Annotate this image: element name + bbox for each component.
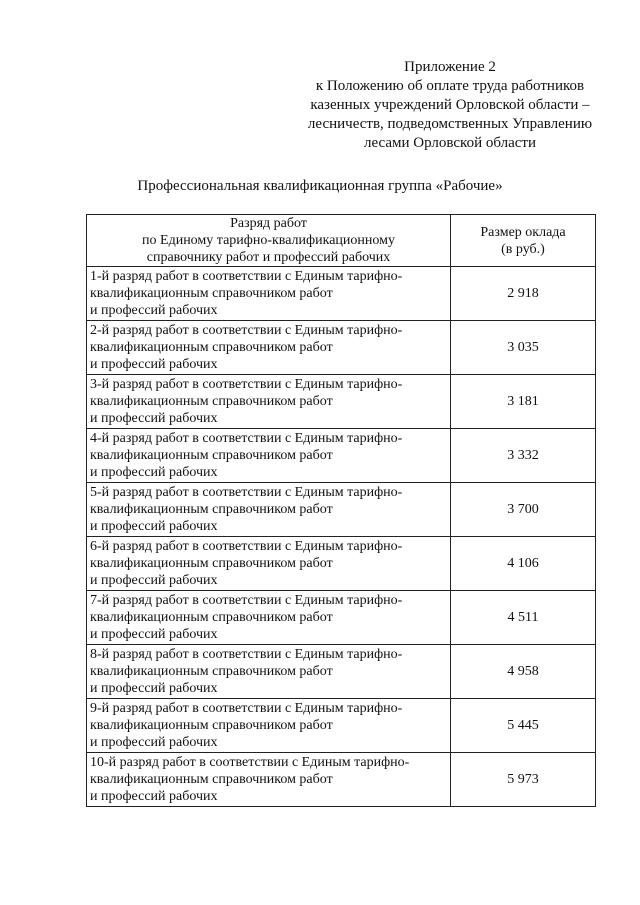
- work-grade-cell: [87, 429, 451, 483]
- work-grade-line: и профессий рабочих: [90, 411, 218, 426]
- salary-cell: 4 106: [451, 537, 596, 591]
- table-row: [87, 699, 596, 753]
- work-grade-line: квалификационным справочником работ: [90, 772, 333, 787]
- appendix-line: лесами Орловской области: [363, 135, 536, 151]
- work-grade-line: и профессий рабочих: [90, 465, 218, 480]
- work-grade-cell: [87, 591, 451, 645]
- work-grade-line: и профессий рабочих: [90, 627, 218, 642]
- salary-cell: 3 700: [451, 483, 596, 537]
- table-row: [87, 591, 596, 645]
- table-row: [87, 645, 596, 699]
- header-salary: Размер оклада (в руб.): [451, 215, 596, 267]
- work-grade-line: и профессий рабочих: [90, 573, 218, 588]
- appendix-block: [280, 58, 620, 153]
- salary-cell: 4 958: [451, 645, 596, 699]
- salary-cell: 3 035: [451, 321, 596, 375]
- appendix-line: к Положению об оплате труда работников: [315, 78, 585, 94]
- work-grade-cell: [87, 645, 451, 699]
- work-grade-cell: [87, 267, 451, 321]
- table-row: [87, 375, 596, 429]
- salary-cell: 4 511: [451, 591, 596, 645]
- work-grade-line: и профессий рабочих: [90, 519, 218, 534]
- work-grade-line: квалификационным справочником работ: [90, 556, 333, 571]
- work-grade-line: 2-й разряд работ в соответствии с Единым тарифно-: [90, 323, 403, 338]
- work-grade-line: 10-й разряд работ в соответствии с Единым тарифно-: [90, 755, 410, 770]
- salary-cell: 3 181: [451, 375, 596, 429]
- work-grade-line: квалификационным справочником работ: [90, 448, 333, 463]
- salary-cell: 3 332: [451, 429, 596, 483]
- salary-cell: 5 973: [451, 753, 596, 807]
- work-grade-cell: [87, 375, 451, 429]
- work-grade-cell: [87, 753, 451, 807]
- table-row: [87, 267, 596, 321]
- appendix-line: Приложение 2: [404, 59, 496, 75]
- document-title: Профессиональная квалификационная группа «Рабочие»: [137, 178, 503, 194]
- work-grade-line: квалификационным справочником работ: [90, 718, 333, 733]
- table-row: [87, 537, 596, 591]
- work-grade-cell: [87, 321, 451, 375]
- work-grade-line: 4-й разряд работ в соответствии с Единым тарифно-: [90, 431, 403, 446]
- work-grade-line: квалификационным справочником работ: [90, 394, 333, 409]
- appendix-line: казенных учреждений Орловской области –: [310, 97, 590, 113]
- salary-cell: 2 918: [451, 267, 596, 321]
- work-grade-line: 8-й разряд работ в соответствии с Единым тарифно-: [90, 647, 403, 662]
- work-grade-line: 6-й разряд работ в соответствии с Единым тарифно-: [90, 539, 403, 554]
- work-grade-line: 3-й разряд работ в соответствии с Единым тарифно-: [90, 377, 403, 392]
- salary-table: [86, 214, 596, 807]
- work-grade-line: и профессий рабочих: [90, 735, 218, 750]
- work-grade-line: квалификационным справочником работ: [90, 664, 333, 679]
- table-row: [87, 483, 596, 537]
- work-grade-cell: [87, 483, 451, 537]
- table-row: [87, 753, 596, 807]
- appendix-line: лесничеств, подведомственных Управлению: [307, 116, 593, 132]
- work-grade-line: 7-й разряд работ в соответствии с Единым тарифно-: [90, 593, 403, 608]
- table-row: [87, 321, 596, 375]
- work-grade-line: квалификационным справочником работ: [90, 340, 333, 355]
- work-grade-line: квалификационным справочником работ: [90, 502, 333, 517]
- table-header-row: [87, 215, 596, 267]
- work-grade-line: и профессий рабочих: [90, 357, 218, 372]
- work-grade-line: квалификационным справочником работ: [90, 610, 333, 625]
- work-grade-line: 5-й разряд работ в соответствии с Единым тарифно-: [90, 485, 403, 500]
- work-grade-line: и профессий рабочих: [90, 303, 218, 318]
- header-work-grade: Разряд работ по Единому тарифно-квалификационному справочнику работ и профессий рабочих: [87, 215, 451, 267]
- work-grade-line: и профессий рабочих: [90, 681, 218, 696]
- work-grade-line: квалификационным справочником работ: [90, 286, 333, 301]
- work-grade-cell: [87, 537, 451, 591]
- work-grade-line: и профессий рабочих: [90, 789, 218, 804]
- table-row: [87, 429, 596, 483]
- work-grade-line: 9-й разряд работ в соответствии с Единым тарифно-: [90, 701, 403, 716]
- work-grade-line: 1-й разряд работ в соответствии с Единым тарифно-: [90, 269, 403, 284]
- work-grade-cell: [87, 699, 451, 753]
- salary-cell: 5 445: [451, 699, 596, 753]
